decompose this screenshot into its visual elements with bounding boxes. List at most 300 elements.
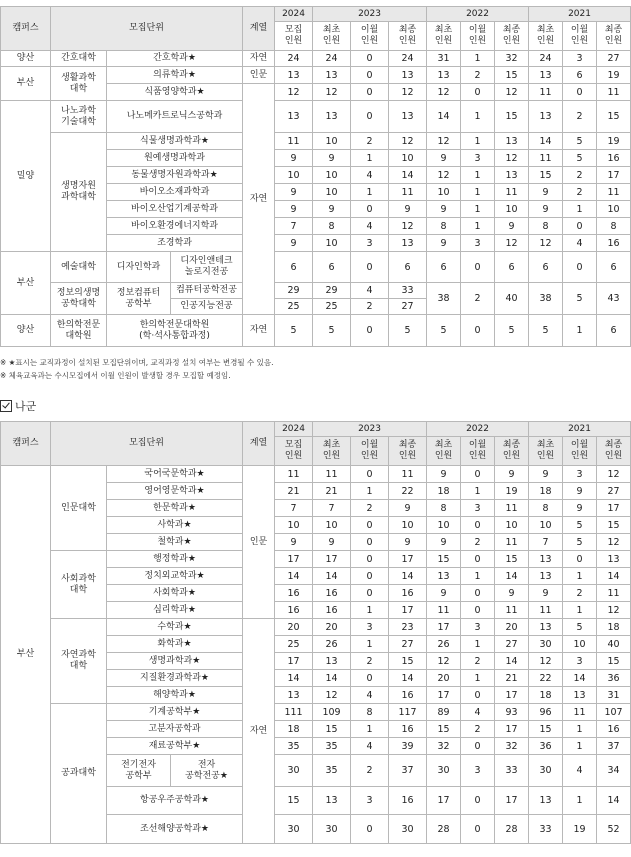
value-cell: 1 (461, 218, 495, 235)
value-cell: 3 (351, 235, 389, 252)
value-cell: 14 (495, 568, 529, 585)
value-cell: 9 (275, 235, 313, 252)
value-cell: 1 (461, 167, 495, 184)
value-cell: 16 (597, 235, 631, 252)
value-cell: 9 (275, 184, 313, 201)
value-cell: 5 (563, 619, 597, 636)
category-cell: 인문 (243, 466, 275, 619)
value-cell: 1 (563, 738, 597, 755)
value-cell: 5 (529, 315, 563, 347)
header-initial: 최초 인원 (529, 437, 563, 466)
value-cell: 2 (351, 500, 389, 517)
value-cell: 9 (313, 201, 351, 218)
value-cell: 9 (275, 201, 313, 218)
value-cell: 12 (495, 235, 529, 252)
dept-cell: 한문학과★ (107, 500, 243, 517)
value-cell: 2 (351, 133, 389, 150)
value-cell: 9 (427, 585, 461, 602)
value-cell: 30 (529, 755, 563, 787)
header-2023: 2023 (313, 422, 427, 437)
value-cell: 5 (495, 315, 529, 347)
value-cell: 13 (427, 67, 461, 84)
value-cell: 6 (529, 252, 563, 283)
dept-cell: 국어국문학과★ (107, 466, 243, 483)
value-cell: 4 (563, 755, 597, 787)
value-cell: 30 (275, 755, 313, 787)
value-cell: 1 (461, 133, 495, 150)
value-cell: 5 (563, 133, 597, 150)
college-cell: 예술대학 (51, 252, 107, 283)
value-cell: 3 (563, 466, 597, 483)
value-cell: 27 (495, 636, 529, 653)
value-cell: 13 (275, 101, 313, 133)
table-row (1, 466, 631, 483)
checkbox-icon (0, 400, 12, 412)
value-cell: 14 (427, 101, 461, 133)
value-cell: 13 (313, 653, 351, 670)
value-cell: 9 (313, 150, 351, 167)
college-cell: 공과대학 (51, 704, 107, 844)
value-cell: 5 (389, 315, 427, 347)
value-cell: 9 (313, 534, 351, 551)
value-cell: 5 (313, 315, 351, 347)
value-cell: 1 (461, 101, 495, 133)
value-cell: 9 (389, 500, 427, 517)
value-cell: 8 (597, 218, 631, 235)
value-cell: 18 (529, 483, 563, 500)
value-cell: 31 (597, 687, 631, 704)
dept-cell: 지질환경과학과★ (107, 670, 243, 687)
value-cell: 1 (563, 602, 597, 619)
value-cell: 0 (351, 815, 389, 844)
value-cell: 43 (597, 283, 631, 315)
value-cell: 0 (351, 84, 389, 101)
header-carryover: 이월 인원 (563, 437, 597, 466)
value-cell: 0 (351, 67, 389, 84)
value-cell: 14 (495, 653, 529, 670)
value-cell: 16 (389, 787, 427, 815)
value-cell: 12 (427, 133, 461, 150)
value-cell: 3 (563, 653, 597, 670)
value-cell: 11 (529, 84, 563, 101)
value-cell: 17 (597, 167, 631, 184)
value-cell: 10 (597, 201, 631, 218)
dept-cell: 고분자공학과 (107, 721, 243, 738)
header-final: 최종 인원 (389, 437, 427, 466)
value-cell: 14 (313, 568, 351, 585)
value-cell: 16 (275, 585, 313, 602)
value-cell: 13 (495, 167, 529, 184)
campus-cell: 양산 (1, 315, 51, 347)
dept-cell: 바이오소재과학과 (107, 184, 243, 201)
dept-cell: 디자인학과 (107, 252, 171, 283)
value-cell: 10 (495, 517, 529, 534)
value-cell: 13 (313, 67, 351, 84)
value-cell: 52 (597, 815, 631, 844)
value-cell: 0 (351, 551, 389, 568)
value-cell: 32 (495, 51, 529, 67)
dept-cell: 바이오산업기계공학과 (107, 201, 243, 218)
college-cell: 나노과학 기술대학 (51, 101, 107, 133)
value-cell: 13 (529, 787, 563, 815)
dept-cell: 생명과학과★ (107, 653, 243, 670)
value-cell: 35 (313, 738, 351, 755)
value-cell: 15 (275, 787, 313, 815)
value-cell: 14 (313, 670, 351, 687)
admissions-table-na (0, 421, 631, 844)
note-line: ※ 체육교육과는 수시모집에서 이월 인원이 발생할 경우 모집할 예정임. (0, 371, 231, 380)
header-campus: 캠퍼스 (1, 422, 51, 466)
value-cell: 9 (427, 235, 461, 252)
admissions-table-ga (0, 6, 631, 347)
value-cell: 2 (461, 721, 495, 738)
value-cell: 0 (461, 787, 495, 815)
value-cell: 29 (313, 283, 351, 299)
value-cell: 27 (389, 636, 427, 653)
table-row (1, 315, 631, 347)
header-recruit: 모집 인원 (275, 22, 313, 51)
value-cell: 1 (563, 721, 597, 738)
value-cell: 10 (427, 517, 461, 534)
value-cell: 11 (495, 500, 529, 517)
value-cell: 1 (351, 636, 389, 653)
value-cell: 11 (495, 602, 529, 619)
value-cell: 9 (275, 534, 313, 551)
category-cell: 자연 (243, 51, 275, 67)
value-cell: 8 (313, 218, 351, 235)
value-cell: 1 (351, 602, 389, 619)
value-cell: 1 (351, 150, 389, 167)
value-cell: 9 (495, 466, 529, 483)
header-2023: 2023 (313, 7, 427, 22)
value-cell: 9 (495, 218, 529, 235)
value-cell: 33 (529, 815, 563, 844)
header-2024: 2024 (275, 7, 313, 22)
value-cell: 10 (313, 184, 351, 201)
campus-cell: 양산 (1, 51, 51, 67)
note-line: ※ ★표시는 교직과정이 설치된 모집단위이며, 교직과정 설치 여부는 변경될 수 있음. (0, 358, 274, 367)
value-cell: 17 (275, 653, 313, 670)
header-category: 계열 (243, 7, 275, 51)
value-cell: 10 (275, 517, 313, 534)
category-cell: 인문 (243, 67, 275, 84)
value-cell: 7 (275, 218, 313, 235)
value-cell: 7 (275, 500, 313, 517)
header-2021: 2021 (529, 422, 631, 437)
dept-cell: 재료공학부★ (107, 738, 243, 755)
value-cell: 6 (389, 252, 427, 283)
value-cell: 14 (389, 670, 427, 687)
table-row (1, 619, 631, 636)
value-cell: 13 (313, 101, 351, 133)
value-cell: 5 (563, 283, 597, 315)
value-cell: 6 (427, 252, 461, 283)
value-cell: 15 (427, 551, 461, 568)
college-cell: 사회과학 대학 (51, 551, 107, 619)
value-cell: 15 (313, 721, 351, 738)
value-cell: 38 (529, 283, 563, 315)
header-carryover: 이월 인원 (351, 22, 389, 51)
college-cell: 정보의생명 공학대학 (51, 283, 107, 315)
value-cell: 2 (351, 653, 389, 670)
dept-cell: 항공우주공학과★ (107, 787, 243, 815)
value-cell: 4 (351, 738, 389, 755)
header-carryover: 이월 인원 (351, 437, 389, 466)
value-cell: 0 (351, 585, 389, 602)
header-initial: 최초 인원 (313, 437, 351, 466)
header-carryover: 이월 인원 (563, 22, 597, 51)
value-cell: 2 (563, 167, 597, 184)
value-cell: 18 (275, 721, 313, 738)
header-final: 최종 인원 (597, 22, 631, 51)
value-cell: 26 (427, 636, 461, 653)
value-cell: 36 (597, 670, 631, 687)
value-cell: 12 (597, 466, 631, 483)
value-cell: 35 (313, 755, 351, 787)
value-cell: 16 (313, 585, 351, 602)
value-cell: 10 (389, 150, 427, 167)
value-cell: 13 (427, 568, 461, 585)
value-cell: 10 (495, 201, 529, 218)
value-cell: 13 (313, 787, 351, 815)
value-cell: 5 (275, 315, 313, 347)
value-cell: 14 (389, 167, 427, 184)
value-cell: 10 (275, 167, 313, 184)
value-cell: 2 (563, 184, 597, 201)
dept-cell: 조선해양공학과★ (107, 815, 243, 844)
value-cell: 30 (427, 755, 461, 787)
header-category: 계열 (243, 422, 275, 466)
value-cell: 1 (563, 787, 597, 815)
dept-cell: 수학과★ (107, 619, 243, 636)
value-cell: 5 (563, 517, 597, 534)
value-cell: 0 (563, 218, 597, 235)
value-cell: 9 (427, 466, 461, 483)
value-cell: 13 (529, 551, 563, 568)
value-cell: 11 (275, 133, 313, 150)
value-cell: 2 (461, 67, 495, 84)
dept-cell: 해양학과★ (107, 687, 243, 704)
value-cell: 17 (495, 787, 529, 815)
dept-cell: 나노메카트로닉스공학과 (107, 101, 243, 133)
value-cell: 15 (597, 517, 631, 534)
value-cell: 15 (597, 653, 631, 670)
value-cell: 16 (313, 602, 351, 619)
value-cell: 13 (275, 687, 313, 704)
value-cell: 111 (275, 704, 313, 721)
value-cell: 13 (389, 67, 427, 84)
value-cell: 20 (495, 619, 529, 636)
value-cell: 7 (313, 500, 351, 517)
value-cell: 35 (275, 738, 313, 755)
value-cell: 0 (351, 201, 389, 218)
campus-cell: 밀양 (1, 101, 51, 252)
value-cell: 10 (563, 636, 597, 653)
value-cell: 30 (529, 636, 563, 653)
header-initial: 최초 인원 (427, 22, 461, 51)
value-cell: 15 (529, 167, 563, 184)
value-cell: 13 (495, 133, 529, 150)
value-cell: 39 (389, 738, 427, 755)
dept-cell: 한의학전문대학원 (학·석사통합과정) (107, 315, 243, 347)
table-row (1, 551, 631, 568)
value-cell: 6 (563, 67, 597, 84)
value-cell: 0 (563, 252, 597, 283)
table-row (1, 67, 631, 84)
value-cell: 14 (597, 568, 631, 585)
value-cell: 4 (351, 218, 389, 235)
college-cell: 생활과학 대학 (51, 67, 107, 101)
value-cell: 9 (563, 483, 597, 500)
header-campus: 캠퍼스 (1, 7, 51, 51)
value-cell: 2 (351, 755, 389, 787)
value-cell: 16 (389, 721, 427, 738)
value-cell: 2 (351, 299, 389, 315)
dept-cell: 식물생명과학과★ (107, 133, 243, 150)
value-cell: 24 (313, 51, 351, 67)
major-cell: 전자 공학전공★ (171, 755, 243, 787)
value-cell: 12 (427, 167, 461, 184)
value-cell: 1 (461, 51, 495, 67)
value-cell: 10 (313, 235, 351, 252)
value-cell: 0 (461, 517, 495, 534)
value-cell: 31 (427, 51, 461, 67)
value-cell: 18 (529, 687, 563, 704)
value-cell: 20 (427, 670, 461, 687)
value-cell: 4 (461, 704, 495, 721)
table-row (1, 51, 631, 67)
table-row (1, 283, 631, 299)
value-cell: 17 (313, 551, 351, 568)
value-cell: 1 (351, 721, 389, 738)
value-cell: 3 (461, 755, 495, 787)
dept-cell: 의류학과★ (107, 67, 243, 84)
dept-cell: 철학과★ (107, 534, 243, 551)
major-cell: 컴퓨터공학전공 (171, 283, 243, 299)
value-cell: 10 (313, 517, 351, 534)
value-cell: 0 (461, 738, 495, 755)
value-cell: 11 (495, 534, 529, 551)
value-cell: 25 (275, 636, 313, 653)
value-cell: 11 (313, 466, 351, 483)
value-cell: 9 (563, 500, 597, 517)
dept-cell: 행정학과★ (107, 551, 243, 568)
value-cell: 4 (351, 687, 389, 704)
table-row (1, 101, 631, 133)
college-cell: 한의학전문 대학원 (51, 315, 107, 347)
value-cell: 32 (495, 738, 529, 755)
value-cell: 11 (275, 466, 313, 483)
value-cell: 0 (461, 815, 495, 844)
value-cell: 3 (563, 51, 597, 67)
value-cell: 17 (495, 687, 529, 704)
header-final: 최종 인원 (389, 22, 427, 51)
value-cell: 11 (427, 602, 461, 619)
value-cell: 18 (427, 483, 461, 500)
value-cell: 33 (389, 283, 427, 299)
value-cell: 9 (389, 534, 427, 551)
value-cell: 24 (389, 51, 427, 67)
value-cell: 0 (461, 466, 495, 483)
value-cell: 10 (313, 167, 351, 184)
value-cell: 38 (427, 283, 461, 315)
value-cell: 12 (275, 84, 313, 101)
value-cell: 0 (351, 315, 389, 347)
value-cell: 20 (313, 619, 351, 636)
value-cell: 19 (597, 133, 631, 150)
value-cell: 30 (275, 815, 313, 844)
value-cell: 13 (529, 619, 563, 636)
value-cell: 13 (563, 687, 597, 704)
value-cell: 3 (461, 619, 495, 636)
section-title: 나군 (15, 400, 37, 413)
value-cell: 37 (597, 738, 631, 755)
value-cell: 29 (275, 283, 313, 299)
value-cell: 25 (313, 299, 351, 315)
dept-cell: 원예생명과학과 (107, 150, 243, 167)
value-cell: 0 (351, 101, 389, 133)
value-cell: 30 (389, 815, 427, 844)
value-cell: 16 (275, 602, 313, 619)
value-cell: 1 (461, 670, 495, 687)
campus-cell: 부산 (1, 67, 51, 101)
value-cell: 14 (275, 568, 313, 585)
value-cell: 27 (597, 483, 631, 500)
table-row (1, 704, 631, 721)
value-cell: 1 (351, 184, 389, 201)
header-carryover: 이월 인원 (461, 22, 495, 51)
value-cell: 0 (461, 687, 495, 704)
value-cell: 12 (495, 84, 529, 101)
value-cell: 23 (389, 619, 427, 636)
major-cell: 디자인앤테크 놀로지전공 (171, 252, 243, 283)
value-cell: 12 (529, 653, 563, 670)
value-cell: 9 (427, 201, 461, 218)
value-cell: 0 (461, 585, 495, 602)
value-cell: 13 (529, 67, 563, 84)
value-cell: 0 (563, 84, 597, 101)
value-cell: 8 (427, 500, 461, 517)
value-cell: 13 (389, 101, 427, 133)
value-cell: 13 (389, 235, 427, 252)
dept-cell: 사학과★ (107, 517, 243, 534)
campus-cell: 부산 (1, 466, 51, 844)
dept-cell: 사회학과★ (107, 585, 243, 602)
header-2024: 2024 (275, 422, 313, 437)
value-cell: 15 (495, 67, 529, 84)
value-cell: 28 (427, 815, 461, 844)
value-cell: 3 (351, 787, 389, 815)
value-cell: 21 (275, 483, 313, 500)
value-cell: 21 (313, 483, 351, 500)
value-cell: 5 (427, 315, 461, 347)
value-cell: 9 (529, 184, 563, 201)
dept-cell: 영어영문학과★ (107, 483, 243, 500)
value-cell: 17 (427, 619, 461, 636)
value-cell: 7 (529, 534, 563, 551)
value-cell: 15 (427, 721, 461, 738)
value-cell: 14 (563, 670, 597, 687)
value-cell: 17 (495, 721, 529, 738)
value-cell: 20 (275, 619, 313, 636)
value-cell: 2 (563, 585, 597, 602)
college-cell: 생명자원 과학대학 (51, 133, 107, 252)
value-cell: 16 (389, 687, 427, 704)
value-cell: 14 (389, 568, 427, 585)
value-cell: 15 (389, 653, 427, 670)
value-cell: 4 (351, 283, 389, 299)
dept-cell: 기계공학부★ (107, 704, 243, 721)
